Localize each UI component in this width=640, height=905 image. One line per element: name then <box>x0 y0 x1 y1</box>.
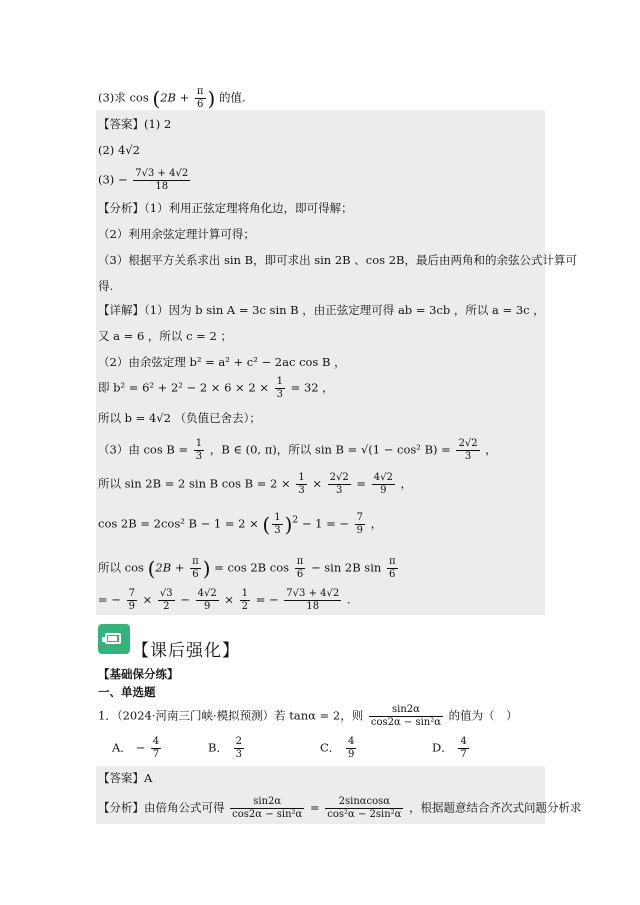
pi-over-6 <box>190 556 201 581</box>
frac-den: 3 <box>195 451 203 462</box>
frac-num: 7√3 + 4√2 <box>286 588 340 599</box>
l8-post: ， <box>370 516 383 531</box>
l9-pre: 所以 cos <box>98 560 144 575</box>
question-type: 一、单选题 <box>98 685 156 699</box>
frac-den: cos²α − 2sin²α <box>327 809 402 820</box>
section-subtitle: 【基础保分练】 <box>98 667 179 681</box>
l10-c: − <box>180 592 190 607</box>
pi-over-6 <box>295 556 306 581</box>
option-sign: − <box>135 740 146 755</box>
inner-expr: 2B + <box>155 560 185 575</box>
frac-den: 3 <box>274 525 281 536</box>
l8-pre: cos 2B = 2cos² B − 1 = 2 × <box>98 516 259 531</box>
frac-den: 6 <box>389 569 396 580</box>
one-third <box>275 376 285 401</box>
seven-ninths <box>127 588 137 613</box>
q-fraction <box>369 704 443 729</box>
frac-num: sin2α <box>369 704 443 717</box>
option-label: B． <box>208 740 228 755</box>
frac-num: 4 <box>460 736 467 747</box>
one-third <box>194 438 204 463</box>
option-a[interactable] <box>112 736 163 761</box>
detail-line-7 <box>98 472 412 497</box>
frac-den: 9 <box>128 601 135 612</box>
qa-fraction-2 <box>325 796 403 821</box>
frac-den: 7 <box>460 749 467 760</box>
inner-expr: 2B + <box>160 90 190 105</box>
paren-right: ) <box>207 86 216 111</box>
detail-line-9 <box>98 556 400 581</box>
frac-den: 9 <box>356 525 364 536</box>
frac-num: 4√2 <box>197 588 217 599</box>
frac-num: 2 <box>235 736 242 747</box>
q-answer: 【答案】A <box>98 771 153 785</box>
battery-icon <box>98 624 130 654</box>
qa-eq: = <box>309 800 320 815</box>
l6-post: ， <box>485 442 497 457</box>
frac-den: 3 <box>464 451 472 462</box>
frac-den: 3 <box>336 485 343 496</box>
frac-num: 7 <box>128 588 135 599</box>
option-b[interactable] <box>208 736 246 761</box>
detail-line-1: 【详解】（1）因为 b sin A = 3c sin B ，由正弦定理可得 ab = 3cb ，所以 a = 3c ， <box>98 303 545 317</box>
l10-a: = − <box>98 592 121 607</box>
frac-num: 1 <box>298 472 305 483</box>
two-root2-over-3 <box>328 472 351 497</box>
option-label: A． <box>112 740 132 755</box>
frac-den: cos2α − sin²α <box>232 809 303 820</box>
root3-over-2 <box>158 588 175 613</box>
analysis-line-4: 得. <box>98 279 114 293</box>
option-fraction <box>151 736 161 761</box>
frac-num: sin2α <box>230 796 304 809</box>
option-label: C． <box>320 740 341 755</box>
l4-post: = 32 ， <box>290 380 334 395</box>
frac-num: 1 <box>241 588 249 599</box>
l10-e: = − <box>255 592 279 607</box>
frac-num: 1 <box>274 512 281 523</box>
detail-line-3: （2）由余弦定理 b² = a² + c² − 2ac cos B ， <box>98 355 346 369</box>
frac-den: 6 <box>192 569 199 580</box>
section-title: 【课后强化】 <box>132 641 240 661</box>
a3-label: (3) <box>98 172 115 187</box>
frac-den: 3 <box>298 485 305 496</box>
detail-line-8: cos 2B = 2cos² B − 1 = 2 × ( $\frac{1}{3}$ )$^2$ − 1 = − $\frac{7}{9}$ ， <box>98 512 383 537</box>
four-root2-over-9 <box>372 472 395 497</box>
pi-over-6 <box>387 556 398 581</box>
question-1 <box>98 704 518 729</box>
frac-num: 7 <box>356 512 364 523</box>
frac-num: 7√3 + 4√2 <box>135 168 189 179</box>
frac-num: 2√2 <box>329 472 349 483</box>
l6-mid: ，B ∈ (0, π)，所以 sin B = √(1 − cos² B) = <box>209 442 451 457</box>
paren-right: ) <box>284 512 293 537</box>
q-post: 的值为（ ） <box>448 708 518 723</box>
analysis-line-1: 【分析】（1）利用正弦定理将角化边，即可得解； <box>98 201 353 215</box>
frac-den: 18 <box>155 181 169 192</box>
paren-left: ( <box>262 512 271 537</box>
l10-d: × <box>224 592 235 607</box>
frac-num: √3 <box>159 588 173 599</box>
detail-line-10 <box>98 588 351 613</box>
frac-den: 9 <box>347 749 355 760</box>
option-fraction <box>458 736 468 761</box>
frac-num: 4√2 <box>373 472 393 483</box>
frac-num: 2sinαcosα <box>325 796 403 809</box>
final-fraction <box>284 588 341 613</box>
frac-den: 3 <box>235 749 242 760</box>
qa-fraction-1 <box>230 796 304 821</box>
q-analysis <box>98 796 582 821</box>
detail-line-6 <box>98 438 497 463</box>
frac-num: 1 <box>195 438 203 449</box>
frac-num: 1 <box>276 376 283 387</box>
l10-b: × <box>142 592 153 607</box>
frac-den: 7 <box>152 749 160 760</box>
two-root2-over-3 <box>456 438 479 463</box>
frac-den: 9 <box>380 485 387 496</box>
answer-3: (3) − $\frac{7√3 + 4√2}{18}$ <box>98 168 189 192</box>
l4-pre: 即 b² = 6² + 2² − 2 × 6 × 2 × <box>98 380 269 395</box>
detail-line-5: 所以 b = 4√2 （负值已舍去）； <box>98 411 261 425</box>
seven-ninths <box>355 512 365 537</box>
frac-den: cos2α − sin²α <box>370 717 442 728</box>
frac-den: 6 <box>296 569 304 580</box>
l7-eq: = <box>356 476 367 491</box>
frac-den: 6 <box>197 99 204 110</box>
analysis-line-3: （3）根据平方关系求出 sin B，即可求出 sin 2B 、cos 2B，最后由两角和的余弦公式计算可 <box>98 253 577 267</box>
frac-num: 4 <box>347 736 355 747</box>
frac-den: 2 <box>163 601 170 612</box>
a2-value: 4√2 <box>117 143 140 157</box>
option-label: D． <box>432 740 453 755</box>
l6-pre: （3）由 cos B = <box>98 442 189 457</box>
four-root2-over-9 <box>196 588 219 613</box>
a2-label: (2) <box>98 143 115 157</box>
part3-tail: 的值. <box>218 90 246 105</box>
one-half <box>240 588 250 613</box>
l9-mid: = cos 2B cos <box>214 560 290 575</box>
frac-num: π <box>192 556 199 567</box>
battery-fill <box>108 636 117 641</box>
one-third <box>296 472 306 497</box>
frac-num: 2√2 <box>458 438 478 449</box>
a3-fraction <box>133 168 190 193</box>
option-d[interactable] <box>432 736 471 761</box>
l7-mid: × <box>312 476 322 491</box>
answer-label: 【答案】(1) 2 <box>98 117 172 131</box>
frac-den: 9 <box>203 601 211 612</box>
frac-num: 4 <box>152 736 160 747</box>
one-third <box>272 512 282 537</box>
frac-den: 3 <box>276 389 283 400</box>
detail-line-2: 又 a = 6 ，所以 c = 2 ； <box>98 329 232 343</box>
paren-left: ( <box>152 86 161 111</box>
l9-mid2: − sin 2B sin <box>310 560 382 575</box>
frac-num: π <box>196 86 204 97</box>
answer-2 <box>98 142 140 158</box>
paren-left: ( <box>147 556 156 581</box>
cos-text: cos <box>129 90 149 105</box>
part3-label: (3)求 <box>98 90 126 105</box>
qa-post: ，根据题意结合齐次式问题分析求 <box>409 800 582 815</box>
frac-num: π <box>388 556 396 567</box>
battery-shape <box>105 633 121 644</box>
option-fraction <box>346 736 356 761</box>
option-c[interactable] <box>320 736 358 761</box>
analysis-line-2: （2）利用余弦定理计算可得； <box>98 227 255 241</box>
qa-pre: 【分析】由倍角公式可得 <box>98 800 225 815</box>
frac-den: 2 <box>241 601 249 612</box>
l7-pre: 所以 sin 2B = 2 sin B cos B = 2 × <box>98 476 291 491</box>
part3-question <box>98 86 246 111</box>
frac-num: π <box>296 556 304 567</box>
q-pre: 1．（2024·河南三门峡·模拟预测）若 tanα = 2，则 <box>98 708 364 723</box>
option-fraction <box>234 736 244 761</box>
pi-over-6 <box>195 86 206 111</box>
paren-right: ) <box>202 556 211 581</box>
frac-den: 18 <box>306 601 320 612</box>
l8-mid: − 1 = − <box>301 516 350 531</box>
l10-end: . <box>346 592 351 607</box>
detail-line-4 <box>98 376 334 401</box>
l7-post: ， <box>400 476 412 491</box>
